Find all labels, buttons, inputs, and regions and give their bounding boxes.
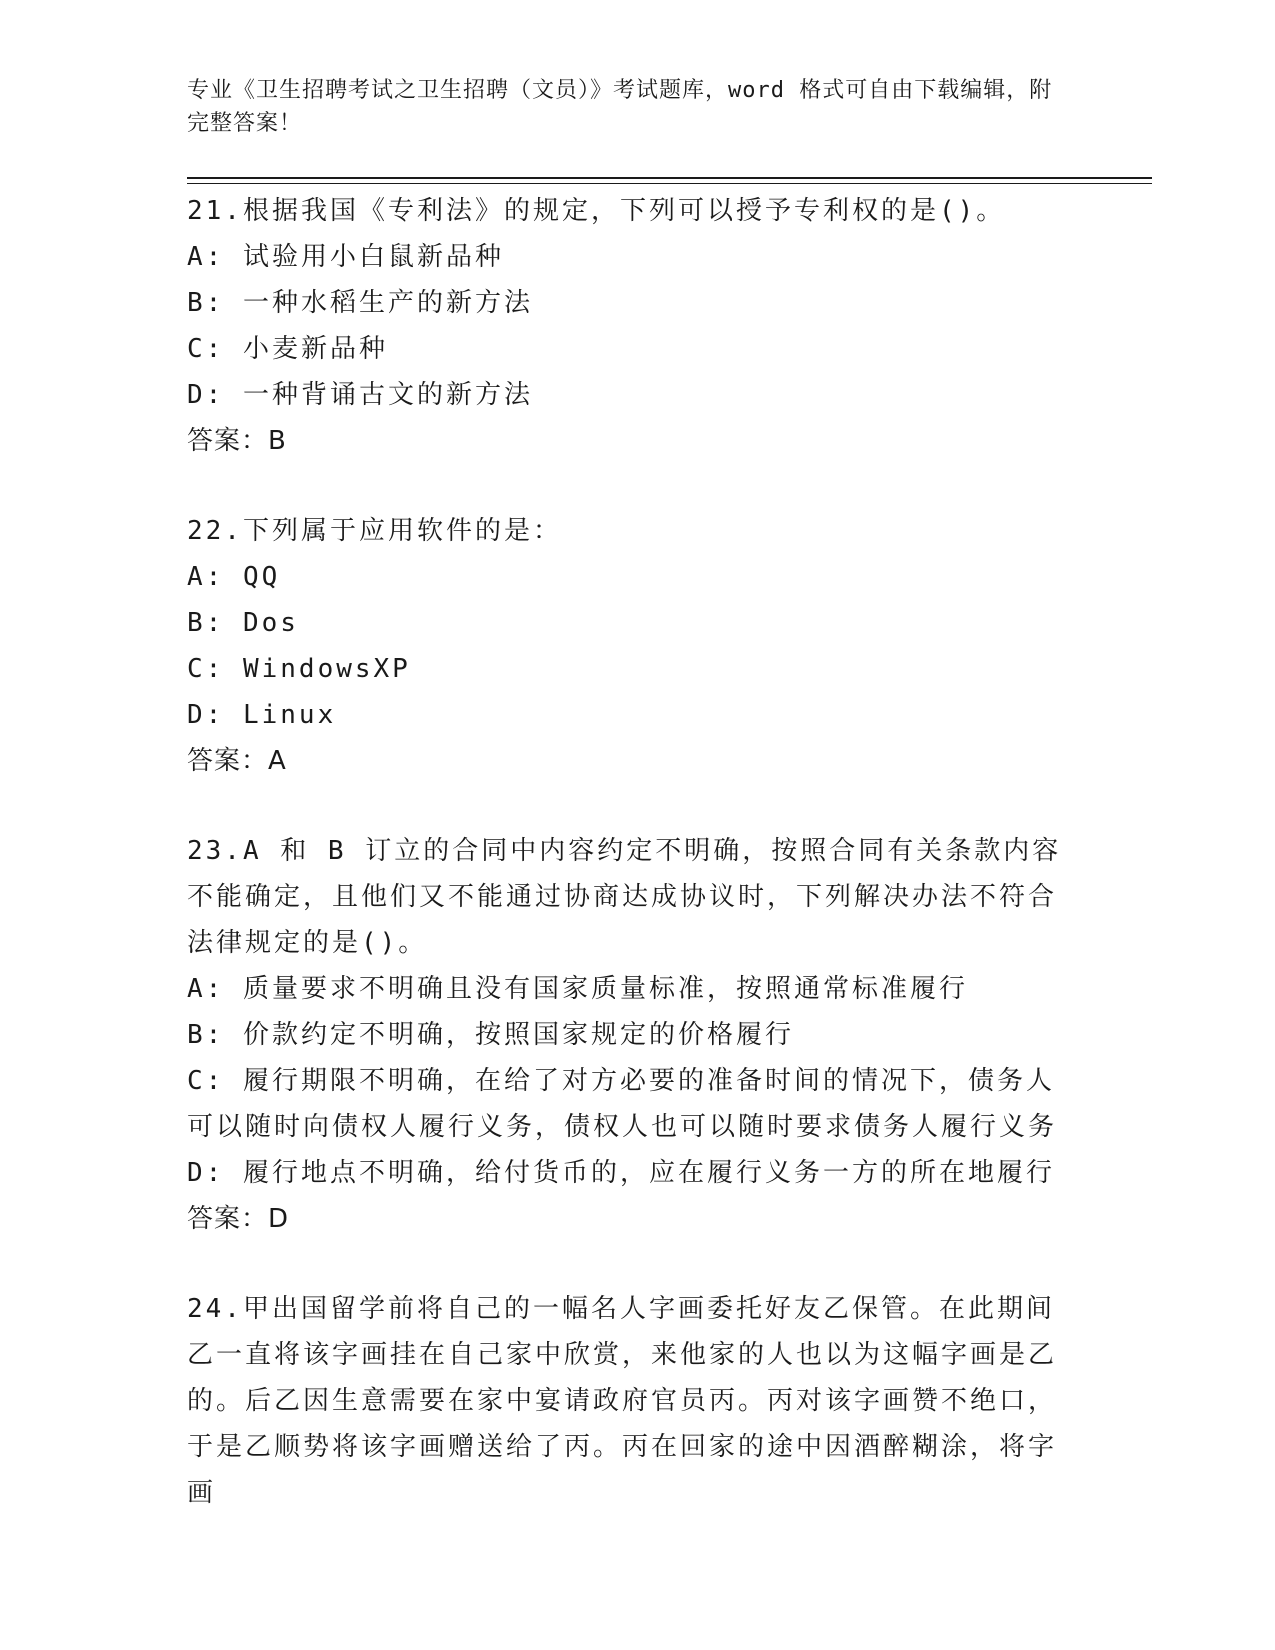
answer-label: 答案：A (187, 746, 287, 776)
option-b: B: 一种水稻生产的新方法 (187, 288, 533, 318)
option-a: A: QQ (187, 562, 281, 592)
question-24 (187, 1286, 1072, 1516)
option-d: D: 履行地点不明确，给付货币的，应在履行义务一方的所在地履行 (187, 1158, 1055, 1188)
option-b: B: 价款约定不明确，按照国家规定的价格履行 (187, 1020, 794, 1050)
option-d: D: Linux (187, 700, 337, 730)
option-b: B: Dos (187, 608, 299, 638)
question-22 (187, 508, 1072, 784)
question-stem: 22.下列属于应用软件的是： (187, 516, 562, 546)
option-c: C: 履行期限不明确，在给了对方必要的准备时间的情况下，债务人可以随时向债权人履行义务，债权人也可以随时要求债务人履行义务 (187, 1066, 1058, 1142)
question-stem: 21.根据我国《专利法》的规定，下列可以授予专利权的是()。 (187, 196, 1006, 226)
header-divider-thick (187, 177, 1152, 179)
option-c: C: WindowsXP (187, 654, 411, 684)
option-a: A: 试验用小白鼠新品种 (187, 242, 504, 272)
document-header-text: 专业《卫生招聘考试之卫生招聘（文员）》考试题库，word 格式可自由下载编辑，附完整答案！ (187, 78, 1053, 136)
question-stem: 23.A 和 B 订立的合同中内容约定不明确，按照合同有关条款内容不能确定，且他们又不能通过协商达成协议时，下列解决办法不符合法律规定的是()。 (187, 836, 1062, 958)
option-c: C: 小麦新品种 (187, 334, 388, 364)
question-21 (187, 188, 1072, 464)
answer-label: 答案：B (187, 426, 287, 456)
answer-label: 答案：D (187, 1204, 290, 1234)
option-d: D: 一种背诵古文的新方法 (187, 380, 533, 410)
question-list (187, 188, 1072, 1560)
header-divider-thin (187, 183, 1152, 184)
question-stem: 24.甲出国留学前将自己的一幅名人字画委托好友乙保管。在此期间乙一直将该字画挂在自己家中欣赏，来他家的人也以为这幅字画是乙的。后乙因生意需要在家中宴请政府官员丙。丙对该字画赞不绝口，于是乙顺势将该字画赠送给了丙。丙在回家的途中因酒醉糊涂，将字画 (187, 1294, 1058, 1508)
question-23 (187, 828, 1072, 1242)
option-a: A: 质量要求不明确且没有国家质量标准，按照通常标准履行 (187, 974, 968, 1004)
